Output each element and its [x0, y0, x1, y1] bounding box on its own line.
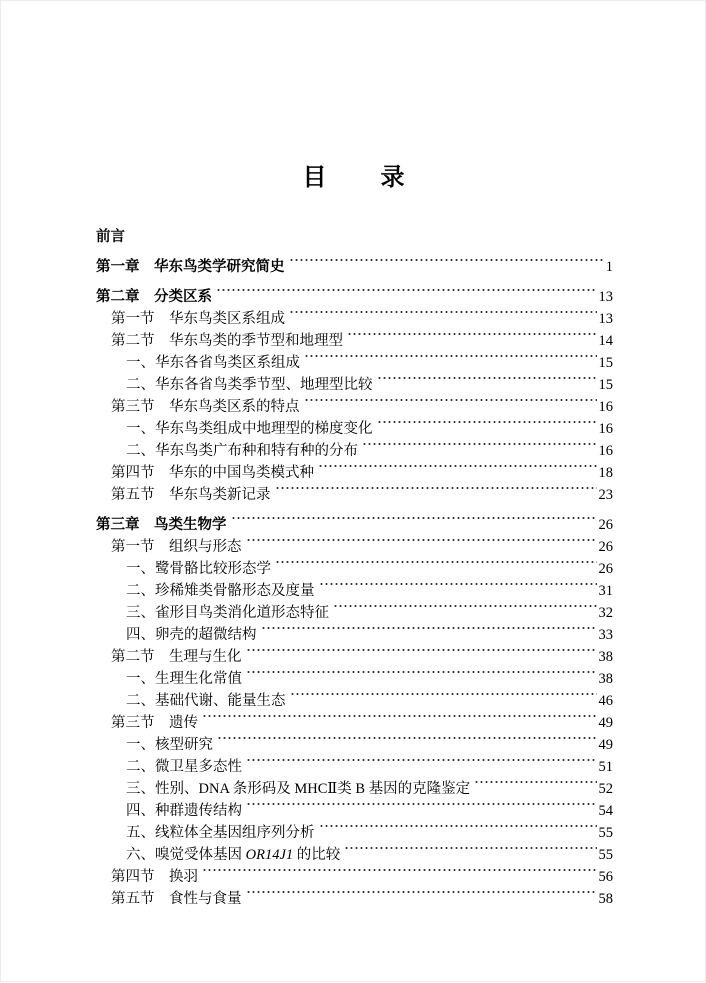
toc-entry-page: 55	[598, 825, 613, 841]
toc-entry-page: 56	[598, 869, 613, 885]
dot-leader	[246, 646, 597, 668]
dot-leader	[231, 514, 597, 536]
toc-entry-label: 一、鹭骨骼比较形态学	[126, 561, 271, 577]
toc-entry	[96, 374, 613, 396]
toc-entry	[96, 602, 613, 624]
dot-leader	[246, 668, 597, 690]
dot-leader	[474, 778, 596, 800]
dot-leader	[246, 756, 597, 778]
page-title: 目 录	[302, 165, 407, 191]
toc-entry	[96, 888, 613, 910]
toc-entry-page: 26	[598, 539, 613, 555]
toc-entry-label: 四、卵壳的超微结构	[126, 627, 257, 643]
toc-entry-page: 38	[598, 649, 613, 665]
dot-leader	[275, 558, 597, 580]
toc-entry-label: 三、雀形目鸟类消化道形态特征	[126, 605, 329, 621]
toc-entry-page: 46	[598, 693, 613, 709]
dot-leader	[333, 602, 597, 624]
toc-entry-label: 第五节 华东鸟类新记录	[111, 487, 271, 503]
toc-entry	[96, 844, 613, 866]
toc-entry	[96, 800, 613, 822]
toc-entry-page: 1	[605, 259, 613, 275]
toc-entry-page: 18	[598, 465, 613, 481]
toc-entry	[96, 256, 613, 278]
toc-entry-page: 33	[598, 627, 613, 643]
toc-entry-page: 15	[598, 355, 613, 371]
toc-entry	[96, 462, 613, 484]
dot-leader	[246, 800, 597, 822]
dot-leader	[216, 286, 597, 308]
toc-entry-page: 54	[598, 803, 613, 819]
toc-entry-label: 二、华东鸟类广布种和特有种的分布	[126, 443, 358, 459]
dot-leader	[304, 396, 597, 418]
toc-entry	[96, 756, 613, 778]
toc-list	[96, 226, 613, 910]
toc-entry-label: 一、生理生化常值	[126, 671, 242, 687]
toc-entry	[96, 624, 613, 646]
toc-entry-label: 二、珍稀雉类骨骼形态及度量	[126, 583, 315, 599]
toc-entry	[96, 226, 613, 248]
toc-entry-page: 58	[598, 891, 613, 907]
dot-leader	[377, 374, 597, 396]
toc-entry	[96, 286, 613, 308]
toc-entry-label: 一、核型研究	[126, 737, 213, 753]
toc-entry	[96, 352, 613, 374]
toc-entry-page: 32	[598, 605, 613, 621]
dot-leader	[347, 330, 597, 352]
toc-entry-label: 第二章 分类区系	[96, 289, 212, 305]
toc-entry-label: 第四节 华东的中国鸟类模式种	[111, 465, 314, 481]
toc-entry-page: 23	[598, 487, 613, 503]
toc-entry	[96, 418, 613, 440]
toc-entry-page: 16	[598, 399, 613, 415]
dot-leader	[319, 822, 597, 844]
toc-entry-label: 第四节 换羽	[111, 869, 198, 885]
toc-entry-label: 第一节 组织与形态	[111, 539, 242, 555]
toc-entry	[96, 580, 613, 602]
toc-entry-page: 55	[598, 847, 613, 863]
toc-entry-page: 49	[598, 715, 613, 731]
dot-leader	[246, 888, 597, 910]
toc-entry	[96, 734, 613, 756]
toc-entry	[96, 866, 613, 888]
toc-entry-label: 前言	[96, 229, 125, 245]
toc-entry	[96, 308, 613, 330]
toc-entry-page: 14	[598, 333, 613, 349]
toc-entry	[96, 440, 613, 462]
toc-entry-page: 26	[598, 561, 613, 577]
dot-leader	[318, 462, 597, 484]
toc-entry-label: 一、华东各省鸟类区系组成	[126, 355, 300, 371]
dot-leader	[377, 418, 597, 440]
toc-entry-page: 38	[598, 671, 613, 687]
toc-entry-page: 13	[598, 289, 613, 305]
toc-entry-page: 31	[598, 583, 613, 599]
toc-entry-label: 第一节 华东鸟类区系组成	[111, 311, 285, 327]
dot-leader	[319, 580, 597, 602]
dot-leader	[202, 866, 597, 888]
toc-entry	[96, 558, 613, 580]
toc-entry-page: 13	[598, 311, 613, 327]
dot-leader	[246, 536, 597, 558]
toc-entry-page: 49	[598, 737, 613, 753]
toc-entry-label: 二、华东各省鸟类季节型、地理型比较	[126, 377, 373, 393]
dot-leader	[290, 690, 597, 712]
toc-entry-page: 16	[598, 421, 613, 437]
toc-entry	[96, 514, 613, 536]
toc-entry-page: 51	[598, 759, 613, 775]
toc-entry-page: 26	[598, 517, 613, 533]
toc-entry-label: 第三章 鸟类生物学	[96, 517, 227, 533]
dot-leader	[344, 844, 596, 866]
toc-entry-page: 52	[598, 781, 613, 797]
toc-entry	[96, 822, 613, 844]
toc-entry	[96, 778, 613, 800]
dot-leader	[362, 440, 597, 462]
toc-entry-label: 五、线粒体全基因组序列分析	[126, 825, 315, 841]
toc-entry	[96, 484, 613, 506]
toc-entry-page: 15	[598, 377, 613, 393]
dot-leader	[217, 734, 597, 756]
toc-entry-label: 一、华东鸟类组成中地理型的梯度变化	[126, 421, 373, 437]
toc-entry-label: 第五节 食性与食量	[111, 891, 242, 907]
dot-leader	[261, 624, 597, 646]
dot-leader	[289, 308, 597, 330]
toc-entry	[96, 668, 613, 690]
dot-leader	[275, 484, 597, 506]
dot-leader	[202, 712, 597, 734]
toc-entry-label: 第三节 遗传	[111, 715, 198, 731]
toc-entry-label: 第二节 生理与生化	[111, 649, 242, 665]
toc-entry	[96, 712, 613, 734]
document-page	[1, 1, 706, 983]
toc-entry	[96, 330, 613, 352]
toc-entry	[96, 646, 613, 668]
toc-entry-label: 六、嗅觉受体基因 OR14J1 的比较	[126, 847, 341, 863]
dot-leader	[304, 352, 597, 374]
toc-entry-label: 第一章 华东鸟类学研究简史	[96, 259, 285, 275]
toc-entry-label: 第三节 华东鸟类区系的特点	[111, 399, 300, 415]
toc-entry-label: 二、基础代谢、能量生态	[126, 693, 286, 709]
toc-entry-label: 二、微卫星多态性	[126, 759, 242, 775]
toc-entry-label: 第二节 华东鸟类的季节型和地理型	[111, 333, 343, 349]
toc-entry	[96, 690, 613, 712]
dot-leader	[289, 256, 604, 278]
toc-entry-page: 16	[598, 443, 613, 459]
toc-entry	[96, 536, 613, 558]
toc-entry-label: 四、种群遗传结构	[126, 803, 242, 819]
toc-entry-label: 三、性别、DNA 条形码及 MHCⅡ类 B 基因的克隆鉴定	[126, 781, 471, 797]
toc-entry	[96, 396, 613, 418]
